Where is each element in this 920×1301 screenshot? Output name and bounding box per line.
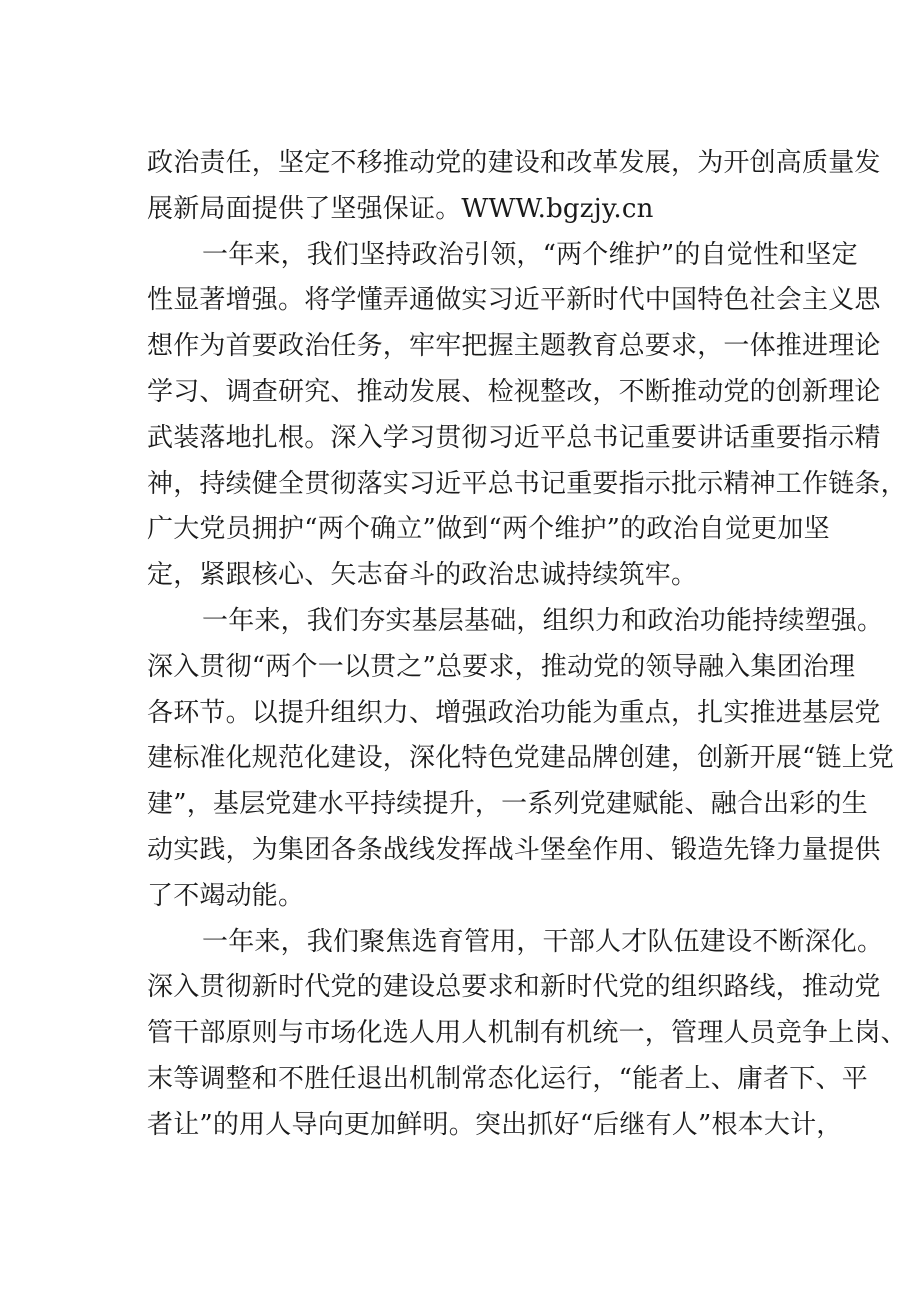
text-line: 各环节。以提升组织力、增强政治功能为重点，扎实推进基层党: [147, 697, 881, 728]
text-line: 者让”的用人导向更加鲜明。突出抓好“后继有人”根本大计，: [147, 1109, 843, 1140]
text-line: 深入贯彻“两个一以贯之”总要求，推动党的领导融入集团治理: [147, 651, 856, 682]
document-page: [147, 141, 907, 1149]
text-line: 动实践，为集团各条战线发挥战斗堡垒作用、锻造先锋力量提供: [147, 834, 881, 865]
text-line: 一年来，我们坚持政治引领，“两个维护”的自觉性和坚定: [202, 239, 858, 270]
text-line: 一年来，我们夯实基层基础，组织力和政治功能持续塑强。: [202, 605, 884, 636]
text-line: 管干部原则与市场化选人用人机制有机统一，管理人员竞争上岗、: [147, 1018, 907, 1049]
text-line: 广大党员拥护“两个确立”做到“两个维护”的政治自觉更加坚: [147, 514, 830, 545]
text-line: 神，持续健全贯彻落实习近平总书记重要指示批示精神工作链条，: [147, 468, 907, 499]
paragraph-2: [147, 233, 907, 599]
text-line: 建标准化规范化建设，深化特色党建品牌创建，创新开展“链上党: [147, 743, 895, 774]
text-line: 了不竭动能。: [147, 880, 305, 911]
text-line: 定，紧跟核心、矢志奋斗的政治忠诚持续筑牢。: [147, 560, 698, 591]
text-line: 建”，基层党建水平持续提升，一系列党建赋能、融合出彩的生: [147, 789, 868, 820]
text-line: 深入贯彻新时代党的建设总要求和新时代党的组织路线，推动党: [147, 972, 881, 1003]
text-line: 想作为首要政治任务，牢牢把握主题教育总要求，一体推进理论: [147, 331, 881, 362]
text-line: 展新局面提供了坚强保证。WWW.bgzjy.cn: [147, 193, 654, 224]
text-line: 一年来，我们聚焦选育管用，干部人才队伍建设不断深化。: [202, 926, 884, 957]
paragraph-4: [147, 920, 907, 1149]
paragraph-3: [147, 599, 895, 920]
text-line: 学习、调查研究、推动发展、检视整改，不断推动党的创新理论: [147, 376, 881, 407]
text-line: 性显著增强。将学懂弄通做实习近平新时代中国特色社会主义思: [147, 285, 881, 316]
text-line: 末等调整和不胜任退出机制常态化运行，“能者上、庸者下、平: [147, 1063, 868, 1094]
text-line: 武装落地扎根。深入学习贯彻习近平总书记重要讲话重要指示精: [147, 422, 881, 453]
paragraph-1: [147, 141, 881, 233]
text-line: 政治责任，坚定不移推动党的建设和改革发展，为开创高质量发: [147, 148, 881, 178]
